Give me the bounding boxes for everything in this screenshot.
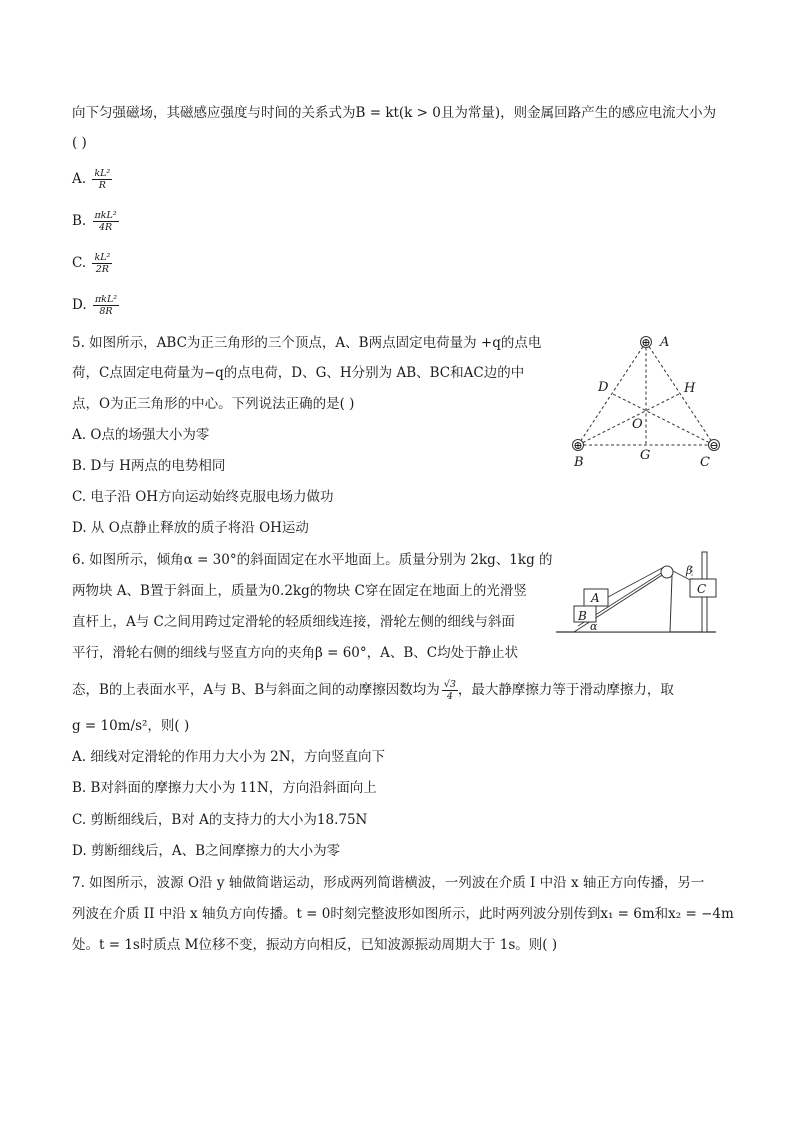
fraction-denominator: 8R bbox=[99, 306, 113, 317]
q6-line5-post: ，最大静摩擦力等于滑动摩擦力，取 bbox=[457, 682, 674, 698]
q4-option-d bbox=[72, 294, 119, 317]
q4-stem-line-1: 向下匀强磁场，其磁感应强度与时间的关系式为B = kt(k > 0且为常量)，则金属回路产生的感应电流大小为 bbox=[72, 105, 717, 121]
q4-option-b bbox=[72, 210, 119, 233]
q5-stem-line-2: 荷，C点固定电荷量为−q的点电荷，D、G、H分别为 AB、BC和AC边的中 bbox=[72, 365, 525, 381]
fraction-numerator: √3 bbox=[443, 679, 456, 690]
median-bh bbox=[578, 394, 680, 446]
q7-stem-line-3: 处。t = 1s时质点 M位移不变，振动方向相反，已知波源振动周期大于 1s。则( ) bbox=[72, 937, 558, 953]
q6-incline-figure bbox=[554, 546, 734, 638]
edge-ac bbox=[646, 342, 714, 445]
q5-option-b: B. D与 H两点的电势相同 bbox=[72, 458, 226, 474]
q6-option-c: C. 剪断细线后，B对 A的支持力的大小为18.75N bbox=[72, 812, 368, 828]
label-a: A bbox=[660, 335, 670, 350]
q6-option-a: A. 细线对定滑轮的作用力大小为 2N，方向竖直向下 bbox=[72, 749, 386, 765]
fraction-denominator: 4R bbox=[98, 222, 113, 233]
q5-triangle-figure bbox=[560, 328, 730, 470]
q5-option-a: A. O点的场强大小为零 bbox=[72, 427, 210, 443]
q6-stem-line-5 bbox=[72, 679, 674, 702]
option-fraction bbox=[92, 252, 112, 275]
fraction-numerator: πkL² bbox=[94, 210, 117, 221]
q5-option-c: C. 电子沿 OH方向运动始终克服电场力做功 bbox=[72, 489, 334, 505]
fraction-denominator: 4 bbox=[446, 691, 453, 702]
q6-stem-line-1: 6. 如图所示，倾角α = 30°的斜面固定在水平地面上。质量分别为 2kg、1kg 的 bbox=[72, 552, 553, 568]
q4-option-c bbox=[72, 252, 112, 275]
option-fraction bbox=[93, 294, 119, 317]
option-letter: D. bbox=[72, 297, 87, 313]
label-alpha: α bbox=[590, 620, 598, 633]
option-fraction bbox=[93, 210, 119, 233]
mu-fraction bbox=[442, 679, 458, 702]
option-fraction bbox=[92, 168, 112, 191]
q6-option-d: D. 剪断细线后，A、B之间摩擦力的大小为零 bbox=[72, 843, 341, 859]
median-cd bbox=[612, 394, 714, 446]
label-beta: β bbox=[686, 564, 693, 577]
fraction-denominator: 2R bbox=[95, 264, 109, 275]
fraction-numerator: πkL² bbox=[94, 294, 118, 305]
label-c: C bbox=[697, 582, 707, 596]
q6-stem-line-2: 两物块 A、B置于斜面上，质量为0.2kg的物块 C穿在固定在地面上的光滑竖 bbox=[72, 583, 527, 599]
label-a: A bbox=[591, 591, 600, 605]
q6-stem-line-6: g = 10m/s²，则( ) bbox=[72, 718, 190, 734]
fraction-numerator: kL² bbox=[94, 168, 111, 179]
label-o: O bbox=[632, 417, 643, 432]
minus-sign-c: ⊖ bbox=[709, 439, 719, 452]
q4-stem-line-2: ( ) bbox=[72, 135, 87, 151]
option-letter: A. bbox=[72, 171, 87, 187]
label-b: B bbox=[578, 609, 587, 623]
q5-stem-line-3: 点，O为正三角形的中心。下列说法正确的是( ) bbox=[72, 396, 355, 412]
q6-option-b: B. B对斜面的摩擦力大小为 11N，方向沿斜面向上 bbox=[72, 780, 377, 796]
label-g: G bbox=[640, 448, 651, 463]
option-letter: C. bbox=[72, 255, 87, 271]
label-h: H bbox=[684, 381, 696, 396]
q7-stem-line-2: 列波在介质 II 中沿 x 轴负方向传播。t = 0时刻完整波形如图所示，此时两列波分别传到x₁ = 6m和x₂ = −4m bbox=[72, 906, 734, 922]
q6-stem-line-4: 平行，滑轮右侧的细线与竖直方向的夹角β = 60°，A、B、C均处于静止状 bbox=[72, 645, 519, 661]
q5-option-d: D. 从 O点静止释放的质子将沿 OH运动 bbox=[72, 520, 309, 536]
fraction-denominator: R bbox=[98, 180, 106, 191]
fraction-numerator: kL² bbox=[94, 252, 111, 263]
plus-sign-b: ⊕ bbox=[573, 439, 583, 452]
option-letter: B. bbox=[72, 213, 87, 229]
q6-stem-line-3: 直杆上，A与 C之间用跨过定滑轮的轻质细线连接，滑轮左侧的细线与斜面 bbox=[72, 614, 515, 630]
label-c: C bbox=[700, 455, 710, 470]
q7-stem-line-1: 7. 如图所示，波源 O沿 y 轴做简谐运动，形成两列简谐横波，一列波在介质 I 中沿 x 轴正方向传播，另一 bbox=[72, 875, 705, 891]
label-b: B bbox=[574, 455, 584, 470]
q6-line5-pre: 态，B的上表面水平，A与 B、B与斜面之间的动摩擦因数均为 bbox=[72, 682, 440, 698]
plus-sign-a: ⊕ bbox=[641, 336, 651, 349]
q4-option-a bbox=[72, 168, 112, 191]
label-d: D bbox=[598, 380, 609, 395]
q5-stem-line-1: 5. 如图所示，ABC为正三角形的三个顶点，A、B两点固定电荷量为 +q的点电 bbox=[72, 335, 542, 351]
